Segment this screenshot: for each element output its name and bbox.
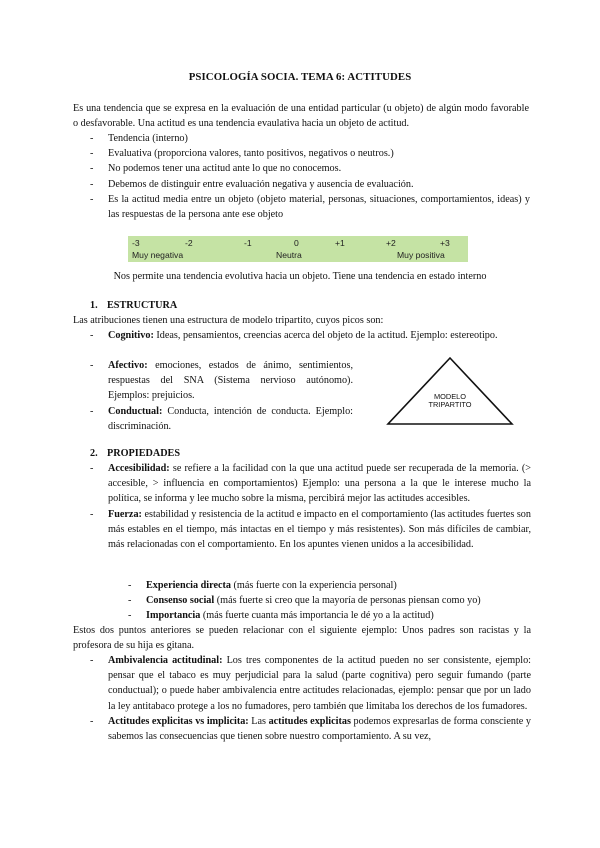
- term: Cognitivo:: [108, 330, 154, 341]
- scale-value: +1: [335, 238, 345, 248]
- section-title: ESTRUCTURA: [107, 300, 178, 311]
- scale-value: -3: [132, 238, 140, 248]
- term: Experiencia directa: [146, 580, 231, 591]
- term: Fuerza:: [108, 508, 142, 520]
- list-item: - Conductual: Conducta, intención de conducta. Ejemplo: discriminación.: [90, 404, 353, 434]
- term: Ambivalencia actitudinal:: [108, 655, 223, 666]
- scale-label: Muy negativa: [132, 250, 184, 260]
- evaluation-scale: [128, 236, 468, 262]
- example-note: Estos dos puntos anteriores se pueden relacionar con el siguiente ejemplo: Unos padres son racistas y la profesora de su hija es gitana.: [73, 625, 531, 652]
- list-item: - Fuerza: estabilidad y resistencia de la actitud e impacto en el comportamiento (las actitudes fuertes son más estables en el tiempo, más intactas en el tiempo y más resistentes). Son más difíciles de cambiar, más relacionadas con el comportamiento. En los apuntes vienen unidos a la accesibilidad.: [90, 507, 531, 553]
- term: Accesibilidad:: [108, 463, 170, 474]
- sublist-item: - Importancia (más fuerte cuanta más importancia le dé yo a la actitud): [128, 608, 528, 623]
- list-item: - Actitudes explicitas vs implicita: Las actitudes explicitas podemos expresarlas de forma consciente y sabemos las consecuencias que tienen sobre nuestro comportamiento. A su vez,: [90, 714, 531, 744]
- list-item: - Evaluativa (proporciona valores, tanto positivos, negativos o neutros.): [90, 146, 530, 161]
- section-2-heading: [90, 446, 180, 461]
- scale-label: Muy positiva: [397, 250, 445, 260]
- properties-list-cont: [90, 653, 531, 744]
- list-item: - Ambivalencia actitudinal: Los tres componentes de la actitud pueden no ser consistente, ejemplo: pensar que el tabaco es muy perjudicial para la salud (parte cognitiva) pero seguir fumando (parte conductual); o puede haber ambivalencia entre actitudes relacionadas, ejemplo: pensar que por un lado la ley antitabaco protege a los no fumadores, pero también que limitaba los derechos de los fumadores.: [90, 653, 531, 714]
- page-title: PSICOLOGÍA SOCIA. TEMA 6: ACTITUDES: [188, 71, 412, 83]
- section-1-intro: Las atribuciones tienen una estructura de modelo tripartito, cuyos picos son:: [73, 315, 384, 326]
- list-item: - Debemos de distinguir entre evaluación negativa y ausencia de evaluación.: [90, 177, 530, 192]
- term: Importancia: [146, 610, 201, 622]
- intro-list: [90, 131, 530, 222]
- term: Actitudes explicitas vs implicita:: [108, 715, 249, 727]
- properties-list: [90, 461, 531, 552]
- structure-list-cont: [90, 358, 353, 434]
- list-item: - Es la actitud media entre un objeto (objeto material, personas, situaciones, comportamientos, ideas) y las respuestas de la persona ante ese objeto: [90, 192, 530, 222]
- diagram-label: MODELO: [433, 392, 467, 401]
- intro-paragraph: Es una tendencia que se expresa en la evaluación de una entidad particular (u objeto) de algún modo favorable o desfavorable. Una actitud es una tendencia evaulativa hacia un objeto de actitud.: [73, 103, 529, 130]
- diagram-label: TRIPARTITO: [428, 400, 472, 409]
- list-item: - Afectivo: emociones, estados de ánimo, sentimientos, respuestas del SNA (Sistema nervioso autónomo). Ejemplos: prejuicios.: [90, 358, 353, 404]
- section-number: 2.: [90, 448, 98, 459]
- list-item: - Accesibilidad: se refiere a la facilidad con la que una actitud puede ser recuperada de la memoria. (> accesible, > influencia en comportamientos) Ejemplo: una persona a la que le interese mucho la política, se informa y lee mucho sobre la misma, percibirá mejor las actitudes accesibles.: [90, 461, 531, 507]
- section-1-heading: [90, 298, 177, 313]
- triangle-shape: [386, 356, 514, 426]
- scale-note: Nos permite una tendencia evolutiva hacia un objeto. Tiene una tendencia en estado interno: [113, 271, 487, 282]
- list-item: - No podemos tener una actitud ante lo que no conocemos.: [90, 161, 530, 176]
- tripartite-model-diagram: [386, 356, 514, 426]
- scale-value: -2: [185, 238, 193, 248]
- list-item: - Cognitivo: Ideas, pensamientos, creencias acerca del objeto de la actitud. Ejemplo: estereotipo.: [90, 328, 531, 343]
- scale-label: Neutra: [276, 250, 302, 260]
- term: Conductual:: [108, 405, 163, 417]
- scale-value: +2: [386, 238, 396, 248]
- sublist-item: - Experiencia directa (más fuerte con la experiencia personal): [128, 578, 528, 593]
- sublist-item: - Consenso social (más fuerte si creo que la mayoría de personas piensan como yo): [128, 593, 528, 608]
- scale-value: 0: [294, 238, 299, 248]
- term: Consenso social: [146, 595, 215, 607]
- scale-value: +3: [440, 238, 450, 248]
- section-number: 1.: [90, 300, 98, 311]
- list-item: - Tendencia (interno): [90, 131, 530, 146]
- section-title: PROPIEDADES: [107, 448, 181, 459]
- strength-sublist: [128, 578, 528, 624]
- term: Afectivo:: [108, 360, 148, 371]
- term: actitudes explicitas: [268, 715, 351, 727]
- scale-value: -1: [244, 238, 252, 248]
- structure-list: [90, 328, 531, 343]
